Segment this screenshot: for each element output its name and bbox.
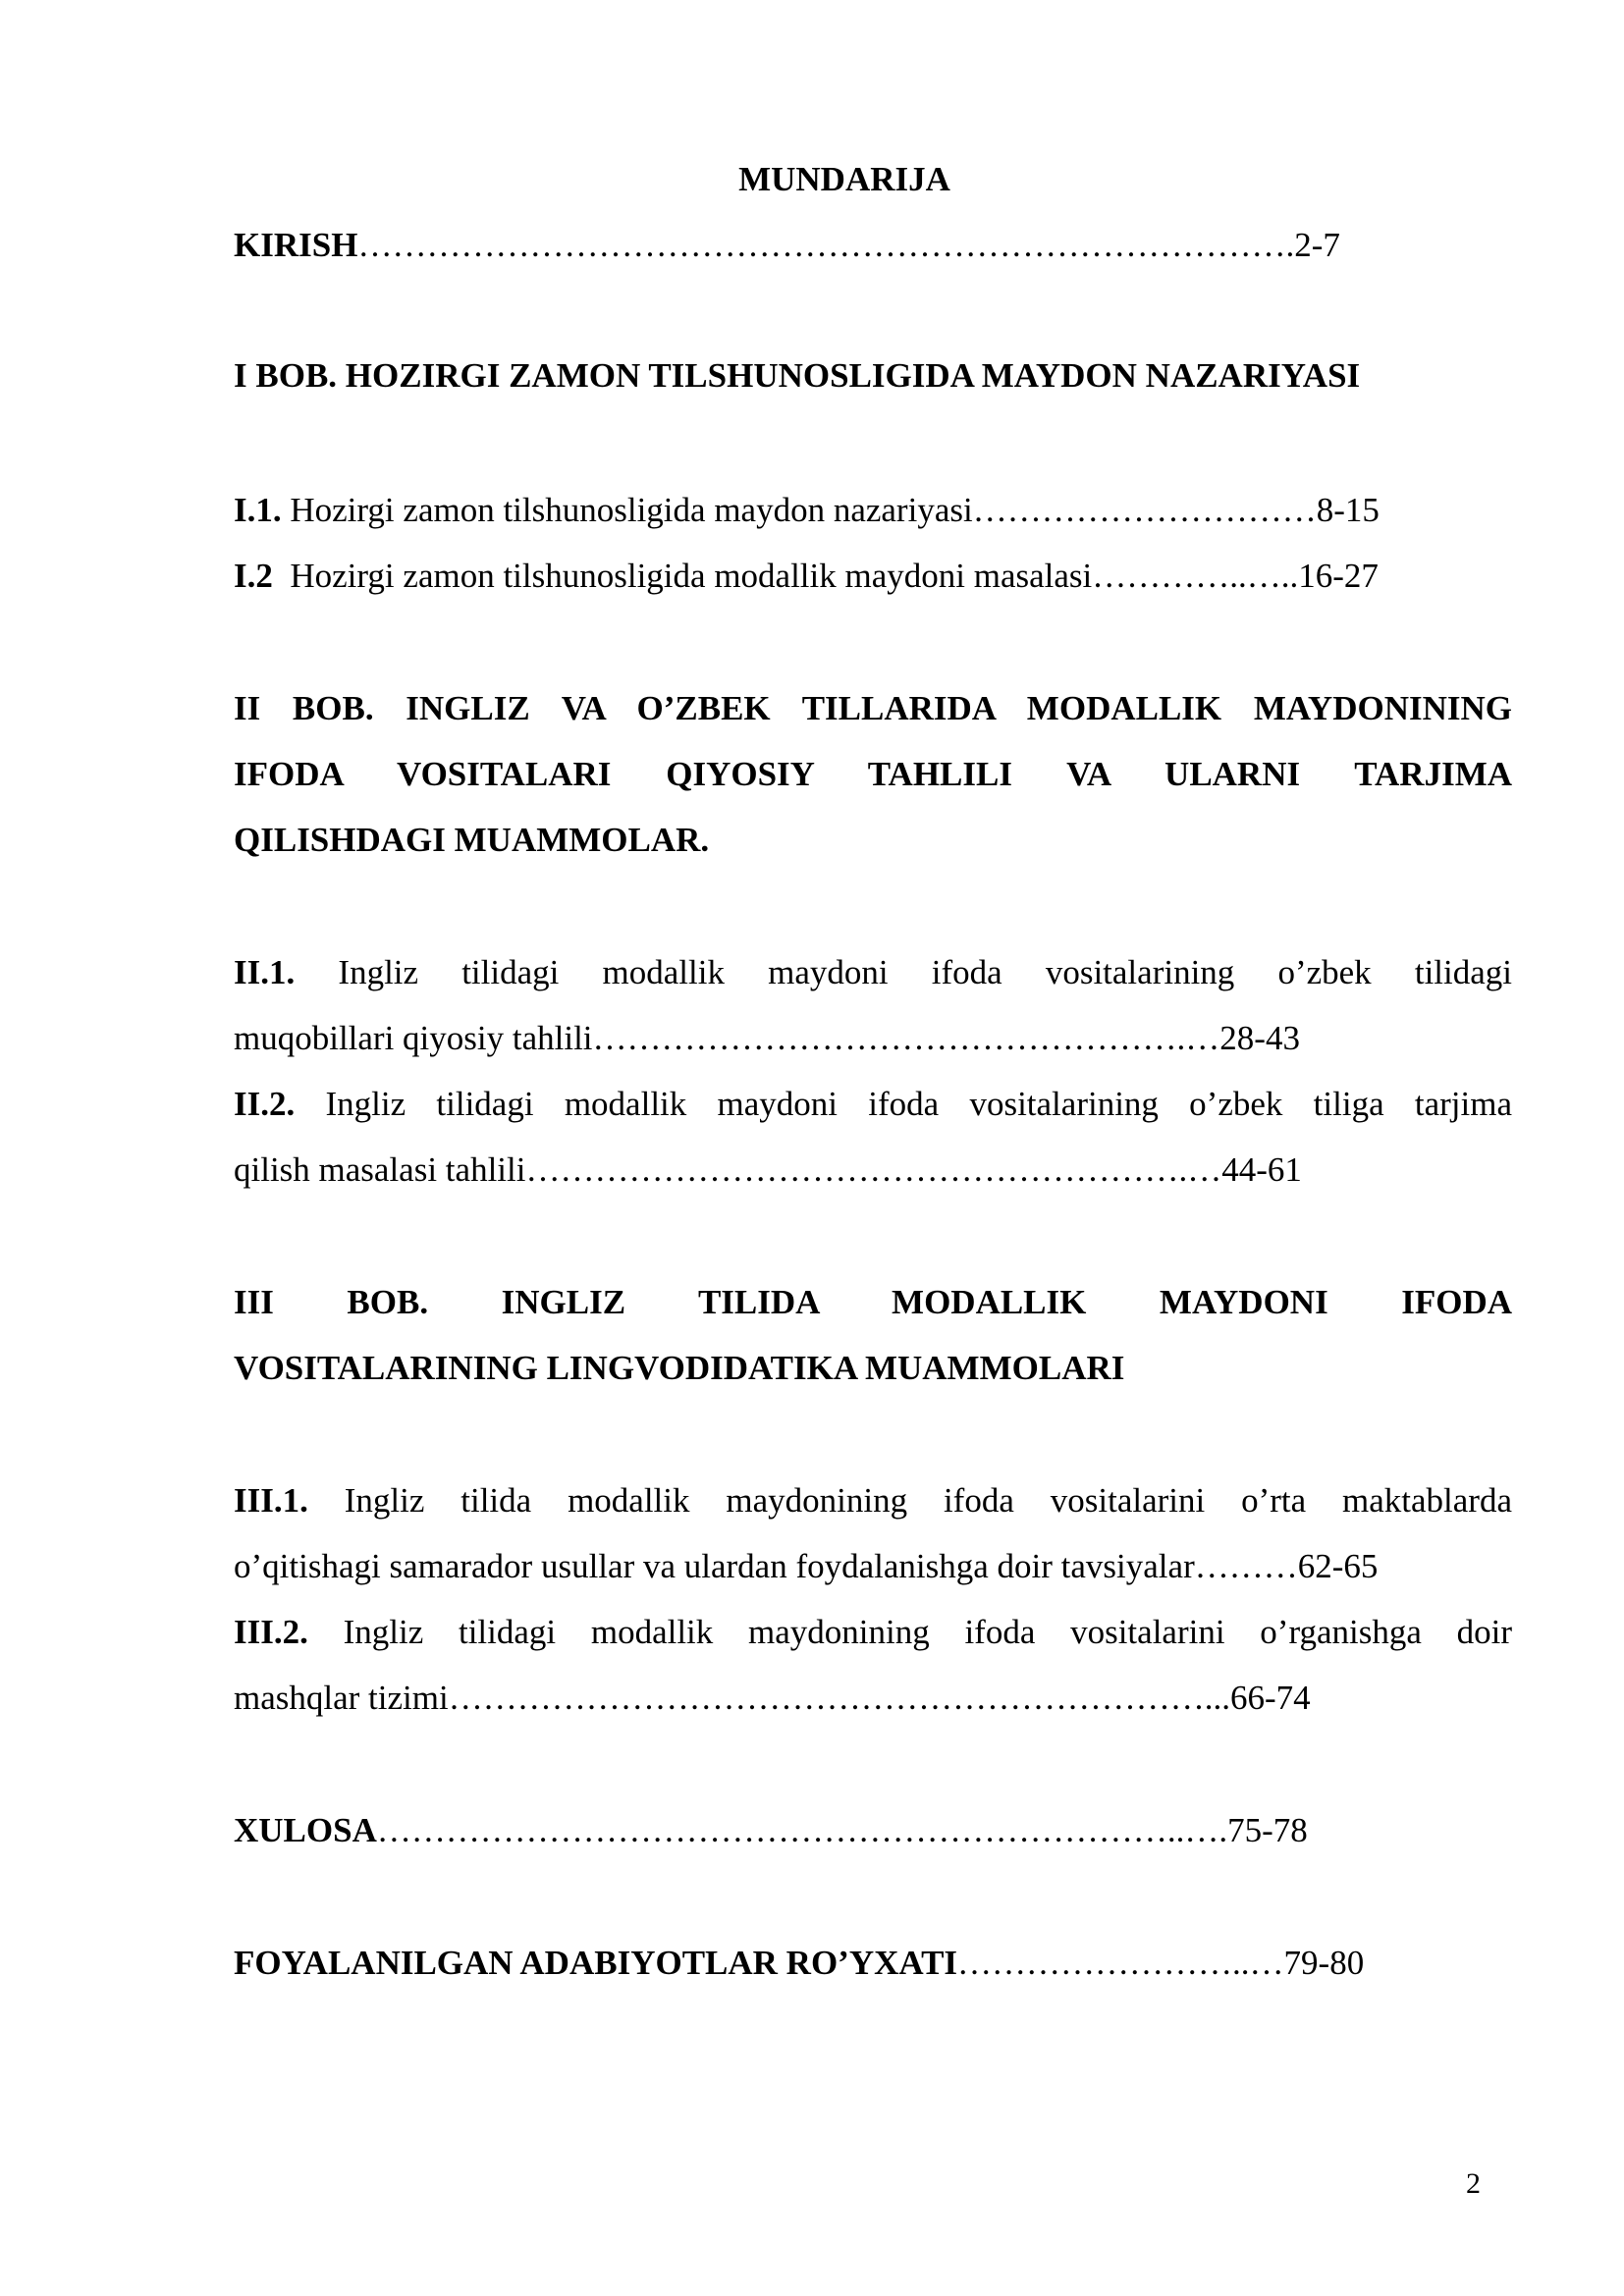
toc-entry-xulosa bbox=[234, 1806, 1512, 1855]
toc-leader: ……… bbox=[1194, 1547, 1298, 1585]
section-number: II.1. bbox=[234, 953, 296, 991]
section-number: III.1. bbox=[234, 1481, 308, 1520]
toc-entry-1-2 bbox=[234, 552, 1512, 601]
section-title: Ingliz tilidagi modallik maydonining ifoda vositalarini o’rganishga doir bbox=[307, 1613, 1512, 1651]
toc-pages: 2-7 bbox=[1294, 226, 1340, 264]
toc-leader: ………………………………………………….… bbox=[525, 1150, 1222, 1189]
toc-leader: ……………………..… bbox=[957, 1944, 1284, 1982]
toc-entry-3-2-line-1 bbox=[234, 1608, 1512, 1657]
toc-entry-2-2-line-2 bbox=[234, 1146, 1512, 1195]
toc-entry-3-2-line-2 bbox=[234, 1674, 1512, 1723]
toc-pages: 28-43 bbox=[1219, 1019, 1300, 1057]
section-title: Ingliz tilida modallik maydonining ifoda vositalarini o’rta maktablarda bbox=[307, 1481, 1512, 1520]
toc-entry-3-1-line-1 bbox=[234, 1476, 1512, 1525]
toc-leader: ……………………………………………………………..…. bbox=[376, 1811, 1228, 1849]
toc-entry-kirish bbox=[234, 221, 1512, 270]
toc-entry-2-1-line-1 bbox=[234, 948, 1512, 997]
toc-pages: 75-78 bbox=[1227, 1811, 1308, 1849]
toc-entry-2-2-line-1 bbox=[234, 1080, 1512, 1129]
chapter-heading-2-line-1: II BOB. INGLIZ VA O’ZBEK TILLARIDA MODALLIK MAYDONINING bbox=[234, 689, 1512, 727]
section-title-continued: qilish masalasi tahlili bbox=[234, 1150, 526, 1189]
toc-pages: 8-15 bbox=[1316, 491, 1380, 529]
section-title: Hozirgi zamon tilshunosligida modallik maydoni masalasi bbox=[272, 557, 1093, 595]
section-title-continued: muqobillari qiyosiy tahlili bbox=[234, 1019, 593, 1057]
section-number: I.2 bbox=[234, 557, 273, 595]
toc-pages: 66-74 bbox=[1229, 1679, 1311, 1717]
toc-entry-1-1 bbox=[234, 486, 1512, 535]
chapter-heading-3-line-2: VOSITALARINING LINGVODIDATIKA MUAMMOLARI bbox=[234, 1349, 1125, 1387]
toc-leader: …………..….. bbox=[1092, 557, 1299, 595]
chapter-heading-1: I BOB. HOZIRGI ZAMON TILSHUNOSLIGIDA MAYDON NAZARIYASI bbox=[234, 356, 1361, 395]
toc-pages: 16-27 bbox=[1298, 557, 1379, 595]
chapter-heading-2-line-2: IFODA VOSITALARI QIYOSIY TAHLILI VA ULARNI TARJIMA bbox=[234, 755, 1512, 793]
section-title: Ingliz tilidagi modallik maydoni ifoda vositalarining o’zbek tiliga tarjima bbox=[295, 1085, 1512, 1123]
toc-label: KIRISH bbox=[234, 226, 358, 264]
section-number: III.2. bbox=[234, 1613, 308, 1651]
toc-entry-3-1-line-2 bbox=[234, 1542, 1512, 1591]
toc-leader: ………………………………………………………………………. bbox=[357, 226, 1295, 264]
chapter-heading-3-line-1: III BOB. INGLIZ TILIDA MODALLIK MAYDONI IFODA bbox=[234, 1283, 1512, 1321]
toc-leader: ………………………… bbox=[972, 491, 1317, 529]
section-title-continued: mashqlar tizimi bbox=[234, 1679, 449, 1717]
toc-entry-2-1-line-2 bbox=[234, 1014, 1512, 1063]
section-number: II.2. bbox=[234, 1085, 296, 1123]
toc-pages: 62-65 bbox=[1297, 1547, 1379, 1585]
section-number: I.1. bbox=[234, 491, 282, 529]
toc-label: XULOSA bbox=[234, 1811, 377, 1849]
toc-label: FOYALANILGAN ADABIYOTLAR RO’YXATI bbox=[234, 1944, 958, 1982]
chapter-heading-2-line-3: QILISHDAGI MUAMMOLAR. bbox=[234, 821, 710, 859]
toc-entry-bibliography bbox=[234, 1939, 1512, 1988]
toc-pages: 79-80 bbox=[1283, 1944, 1365, 1982]
page-number: 2 bbox=[1466, 2167, 1481, 2200]
section-title: Ingliz tilidagi modallik maydoni ifoda vositalarining o’zbek tilidagi bbox=[295, 953, 1512, 991]
page-title: MUNDARIJA bbox=[738, 160, 950, 198]
section-title: Hozirgi zamon tilshunosligida maydon nazariyasi bbox=[281, 491, 973, 529]
toc-pages: 44-61 bbox=[1221, 1150, 1302, 1189]
toc-leader: …………………………………………………………... bbox=[448, 1679, 1230, 1717]
toc-leader: …………………………………………….… bbox=[592, 1019, 1220, 1057]
section-title-continued: o’qitishagi samarador usullar va ulardan foydalanishga doir tavsiyalar bbox=[234, 1547, 1195, 1585]
